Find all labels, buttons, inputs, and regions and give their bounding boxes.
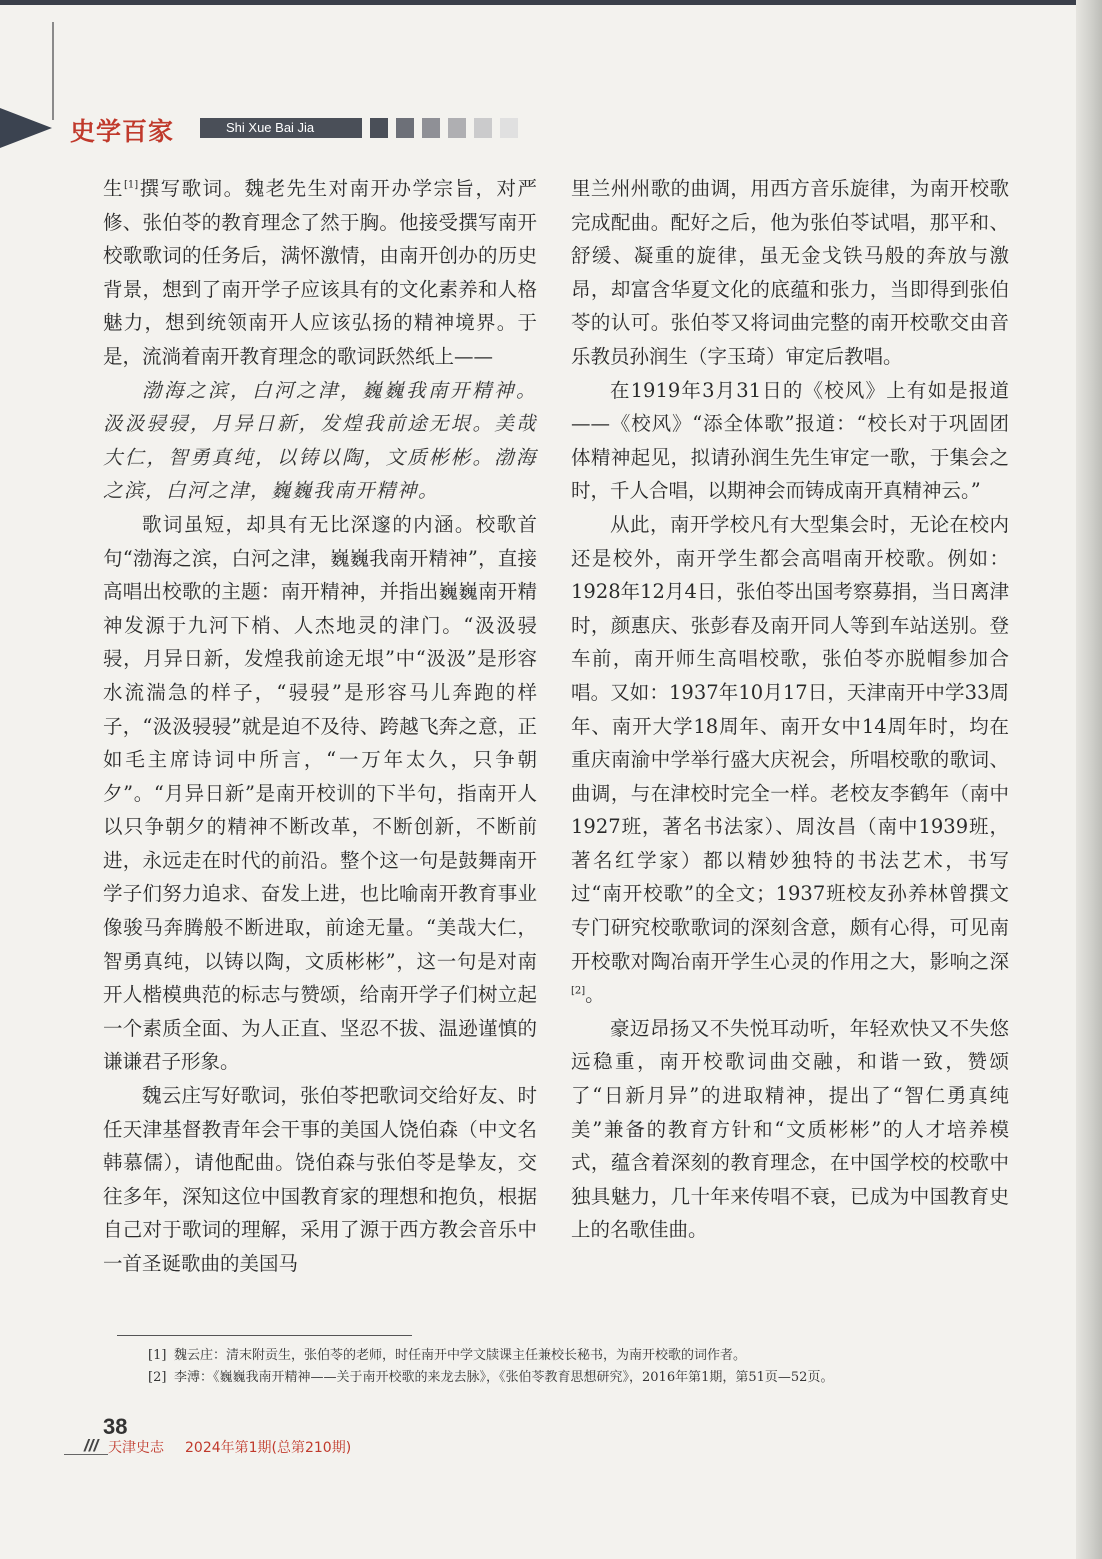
header-rule (52, 22, 54, 120)
issue-info: 2024年第1期(总第210期) (185, 1440, 352, 1456)
header-square (370, 118, 388, 138)
footnote-divider (117, 1335, 412, 1336)
scan-edge (0, 0, 1102, 5)
paragraph: 生[1]撰写歌词。魏老先生对南开办学宗旨，对严修、张伯苓的教育理念了然于胸。他接受撰写南开校歌歌词的任务后，满怀激情，由南开创办的历史背景，想到了南开学子应该具有的文化素养和人格魅力，想到统领南开人应该弘扬的精神境界。于是，流淌着南开教育理念的歌词跃然纸上—— (103, 177, 537, 368)
header-square (396, 118, 414, 138)
footnote-ref[interactable]: [2] (571, 985, 586, 997)
header-square (474, 118, 492, 138)
page-binding-edge (1076, 0, 1102, 1559)
header-square (422, 118, 440, 138)
footnote (148, 1368, 833, 1388)
song-lyrics: 渤海之滨，白河之津，巍巍我南开精神。汲汲骎骎，月异日新，发煌我前途无垠。美哉大仁，智勇真纯，以铸以陶，文质彬彬。渤海之滨，白河之津，巍巍我南开精神。 (103, 378, 537, 503)
left-column (103, 172, 537, 1281)
section-title: 史学百家 (70, 117, 175, 146)
footnote-number: [2] (148, 1370, 167, 1385)
paragraph: 歌词虽短，却具有无比深邃的内涵。校歌首句“渤海之滨，白河之津，巍巍我南开精神”，直接高唱出校歌的主题：南开精神，并指出巍巍南开精神发源于九河下梢、人杰地灵的津门。“汲汲骎骎，月异日新，发煌我前途无垠”中“汲汲”是形容水流湍急的样子，“骎骎”是形容马儿奔跑的样子，“汲汲骎骎”就是迫不及待、跨越飞奔之意，正如毛主席诗词中所言，“一万年太久，只争朝夕”。“月异日新”是南开校训的下半句，指南开人以只争朝夕的精神不断改革，不断创新，不断前进，永远走在时代的前沿。整个这一句是鼓舞南开学子们努力追求、奋发上进，也比喻南开教育事业像骏马奔腾般不断进取，前途无量。“美哉大仁，智勇真纯，以铸以陶，文质彬彬”，这一句是对南开人楷模典范的标志与赞颂，给南开学子们树立起一个素质全面、为人正直、坚忍不拔、温逊谨慎的谦谦君子形象。 (103, 512, 537, 1074)
paragraph: 从此，南开学校凡有大型集会时，无论在校内还是校外，南开学生都会高唱南开校歌。例如：1928年12月4日，张伯苓出国考察募捐，当日离津时，颜惠庆、张彭春及南开同人等到车站送别。登车前，南开师生高唱校歌，张伯苓亦脱帽参加合唱。又如：1937年10月17日，天津南开中学33周年、南开大学18周年、南开女中14周年时，均在重庆南渝中学举行盛大庆祝会，所唱校歌的歌词、曲调，与在津校时完全一样。老校友李鹤年（南中1927班，著名书法家）、周汝昌（南中1939班，著名红学家）都以精妙独特的书法艺术，书写过“南开校歌”的全文；1937班校友孙养林曾撰文专门研究校歌歌词的深刻含意，颇有心得，可见南开校歌对陶冶南开学生心灵的作用之大，影响之深[2]。 (571, 512, 1009, 1007)
footer-slashes: /// (84, 1436, 99, 1455)
section-header (0, 108, 560, 152)
paragraph: 在1919年3月31日的《校风》上有如是报道——《校风》“添全体歌”报道：“校长对于巩固团体精神起见，拟请孙润生先生审定一歌，于集会之时，千人合唱，以期神会而铸成南开真精神云。” (571, 378, 1009, 503)
paragraph: 豪迈昂扬又不失悦耳动听，年轻欢快又不失悠远稳重，南开校歌词曲交融，和谐一致，赞颂了“日新月异”的进取精神，提出了“智仁勇真纯美”兼备的教育方针和“文质彬彬”的人才培养模式，蕴含着深刻的教育理念，在中国学校的校歌中独具魅力，几十年来传唱不衰，已成为中国教育史上的名歌佳曲。 (571, 1016, 1009, 1242)
footnote-ref[interactable]: [1] (124, 179, 139, 191)
paragraph: 魏云庄写好歌词，张伯苓把歌词交给好友、时任天津基督教青年会干事的美国人饶伯森（中文名韩慕儒），请他配曲。饶伯森与张伯苓是挚友，交往多年，深知这位中国教育家的理想和抱负，根据自己对于歌词的理解，采用了源于西方教会音乐中一首圣诞歌曲的美国马 (103, 1084, 537, 1275)
journal-name: 天津史志 (108, 1440, 164, 1456)
page-number: 38 (103, 1414, 128, 1439)
footnote (148, 1346, 746, 1366)
right-column (571, 172, 1009, 1247)
footnote-text: 魏云庄：清末附贡生，张伯苓的老师，时任南开中学文牍课主任兼校长秘书，为南开校歌的词作者。 (174, 1348, 747, 1363)
paragraph: 里兰州州歌的曲调，用西方音乐旋律，为南开校歌完成配曲。配好之后，他为张伯苓试唱，那平和、舒缓、凝重的旋律，虽无金戈铁马般的奔放与激昂，却富含华夏文化的底蕴和张力，当即得到张伯苓的认可。张伯苓又将词曲完整的南开校歌交由音乐教员孙润生（字玉琦）审定后教唱。 (571, 177, 1009, 368)
footnote-number: [1] (148, 1348, 167, 1363)
section-pinyin: Shi Xue Bai Jia (200, 118, 362, 138)
header-square (448, 118, 466, 138)
footnote-text: 李溥：《巍巍我南开精神——关于南开校歌的来龙去脉》，《张伯苓教育思想研究》，2016年第1期，第51页—52页。 (174, 1370, 834, 1385)
header-square (500, 118, 518, 138)
arrow-icon (0, 108, 52, 148)
